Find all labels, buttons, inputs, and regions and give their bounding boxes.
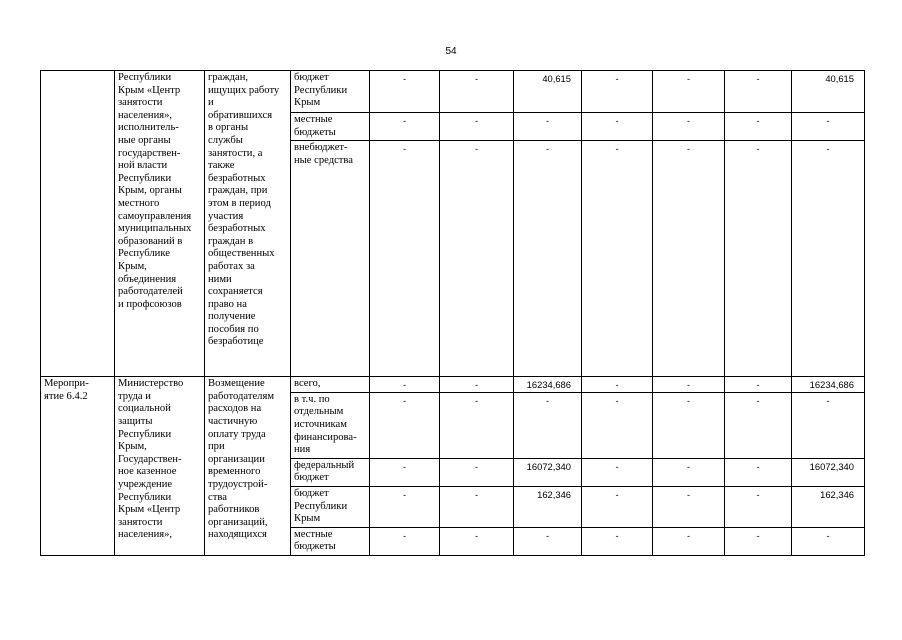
- responsible-cell: Министерство труда и социальной защиты Республики Крым, Государствен- ное казенное учреждение Республики Крым «Центр занятости населения»,: [115, 377, 205, 556]
- value-cell: -: [725, 377, 792, 393]
- value-cell: 16072,340: [514, 458, 582, 486]
- value-cell: 162,346: [514, 486, 582, 527]
- value-cell: -: [653, 141, 725, 377]
- value-cell: 16234,686: [514, 377, 582, 393]
- value-cell: -: [725, 113, 792, 141]
- value-cell: -: [440, 392, 514, 458]
- funding-source-cell: бюджет Республики Крым: [291, 71, 370, 113]
- value-cell: -: [582, 486, 653, 527]
- value-cell: -: [582, 392, 653, 458]
- value-cell: -: [370, 113, 440, 141]
- financing-table: [40, 70, 865, 556]
- value-cell: 40,615: [514, 71, 582, 113]
- value-cell: -: [440, 377, 514, 393]
- value-cell: -: [582, 377, 653, 393]
- value-cell: -: [582, 113, 653, 141]
- value-cell: -: [440, 527, 514, 555]
- value-cell: -: [370, 377, 440, 393]
- value-cell: -: [370, 392, 440, 458]
- value-cell: -: [653, 458, 725, 486]
- value-cell: -: [792, 113, 865, 141]
- value-cell: -: [514, 527, 582, 555]
- value-cell: -: [370, 458, 440, 486]
- value-cell: -: [582, 141, 653, 377]
- responsible-cell: Республики Крым «Центр занятости населения», исполнитель- ные органы государствен- ной власти Республики Крым, органы местного самоуправления муниципальных образований в Республике Крым, объединения работодателей и профсоюзов: [115, 71, 205, 377]
- value-cell: -: [725, 486, 792, 527]
- value-cell: -: [582, 527, 653, 555]
- value-cell: -: [582, 71, 653, 113]
- value-cell: -: [440, 458, 514, 486]
- measure-cell: Меропри- ятие 6.4.2: [41, 377, 115, 556]
- value-cell: -: [370, 71, 440, 113]
- funding-source-cell: в т.ч. по отдельным источникам финансирова- ния: [291, 392, 370, 458]
- value-cell: 16234,686: [792, 377, 865, 393]
- page-number: 54: [445, 46, 457, 57]
- table-row: [41, 377, 865, 393]
- value-cell: -: [370, 527, 440, 555]
- value-cell: -: [725, 458, 792, 486]
- measure-cell-empty: [41, 71, 115, 377]
- table-row: [41, 71, 865, 113]
- value-cell: -: [792, 392, 865, 458]
- value-cell: 16072,340: [792, 458, 865, 486]
- value-cell: -: [792, 527, 865, 555]
- value-cell: -: [653, 527, 725, 555]
- value-cell: -: [653, 377, 725, 393]
- funding-source-cell: внебюджет- ные средства: [291, 141, 370, 377]
- value-cell: 40,615: [792, 71, 865, 113]
- value-cell: -: [792, 141, 865, 377]
- funding-source-cell: федеральный бюджет: [291, 458, 370, 486]
- value-cell: -: [370, 486, 440, 527]
- funding-source-cell: местные бюджеты: [291, 527, 370, 555]
- value-cell: -: [653, 113, 725, 141]
- value-cell: -: [653, 392, 725, 458]
- value-cell: -: [514, 392, 582, 458]
- value-cell: -: [725, 71, 792, 113]
- description-cell: Возмещение работодателям расходов на частичную оплату труда при организации временного трудоустрой- ства работников организаций, находящихся: [205, 377, 291, 556]
- funding-source-cell: бюджет Республики Крым: [291, 486, 370, 527]
- description-cell: граждан, ищущих работу и обратившихся в органы службы занятости, а также безработных граждан, при этом в период участия безработных граждан в общественных работах за ними сохраняется право на получение пособия по безработице: [205, 71, 291, 377]
- value-cell: -: [514, 141, 582, 377]
- value-cell: -: [653, 71, 725, 113]
- value-cell: -: [514, 113, 582, 141]
- value-cell: -: [440, 141, 514, 377]
- value-cell: -: [582, 458, 653, 486]
- value-cell: -: [370, 141, 440, 377]
- value-cell: -: [725, 527, 792, 555]
- value-cell: -: [653, 486, 725, 527]
- value-cell: -: [440, 486, 514, 527]
- value-cell: -: [725, 141, 792, 377]
- value-cell: 162,346: [792, 486, 865, 527]
- funding-source-cell: местные бюджеты: [291, 113, 370, 141]
- value-cell: -: [440, 113, 514, 141]
- value-cell: -: [725, 392, 792, 458]
- value-cell: -: [440, 71, 514, 113]
- funding-source-cell: всего,: [291, 377, 370, 393]
